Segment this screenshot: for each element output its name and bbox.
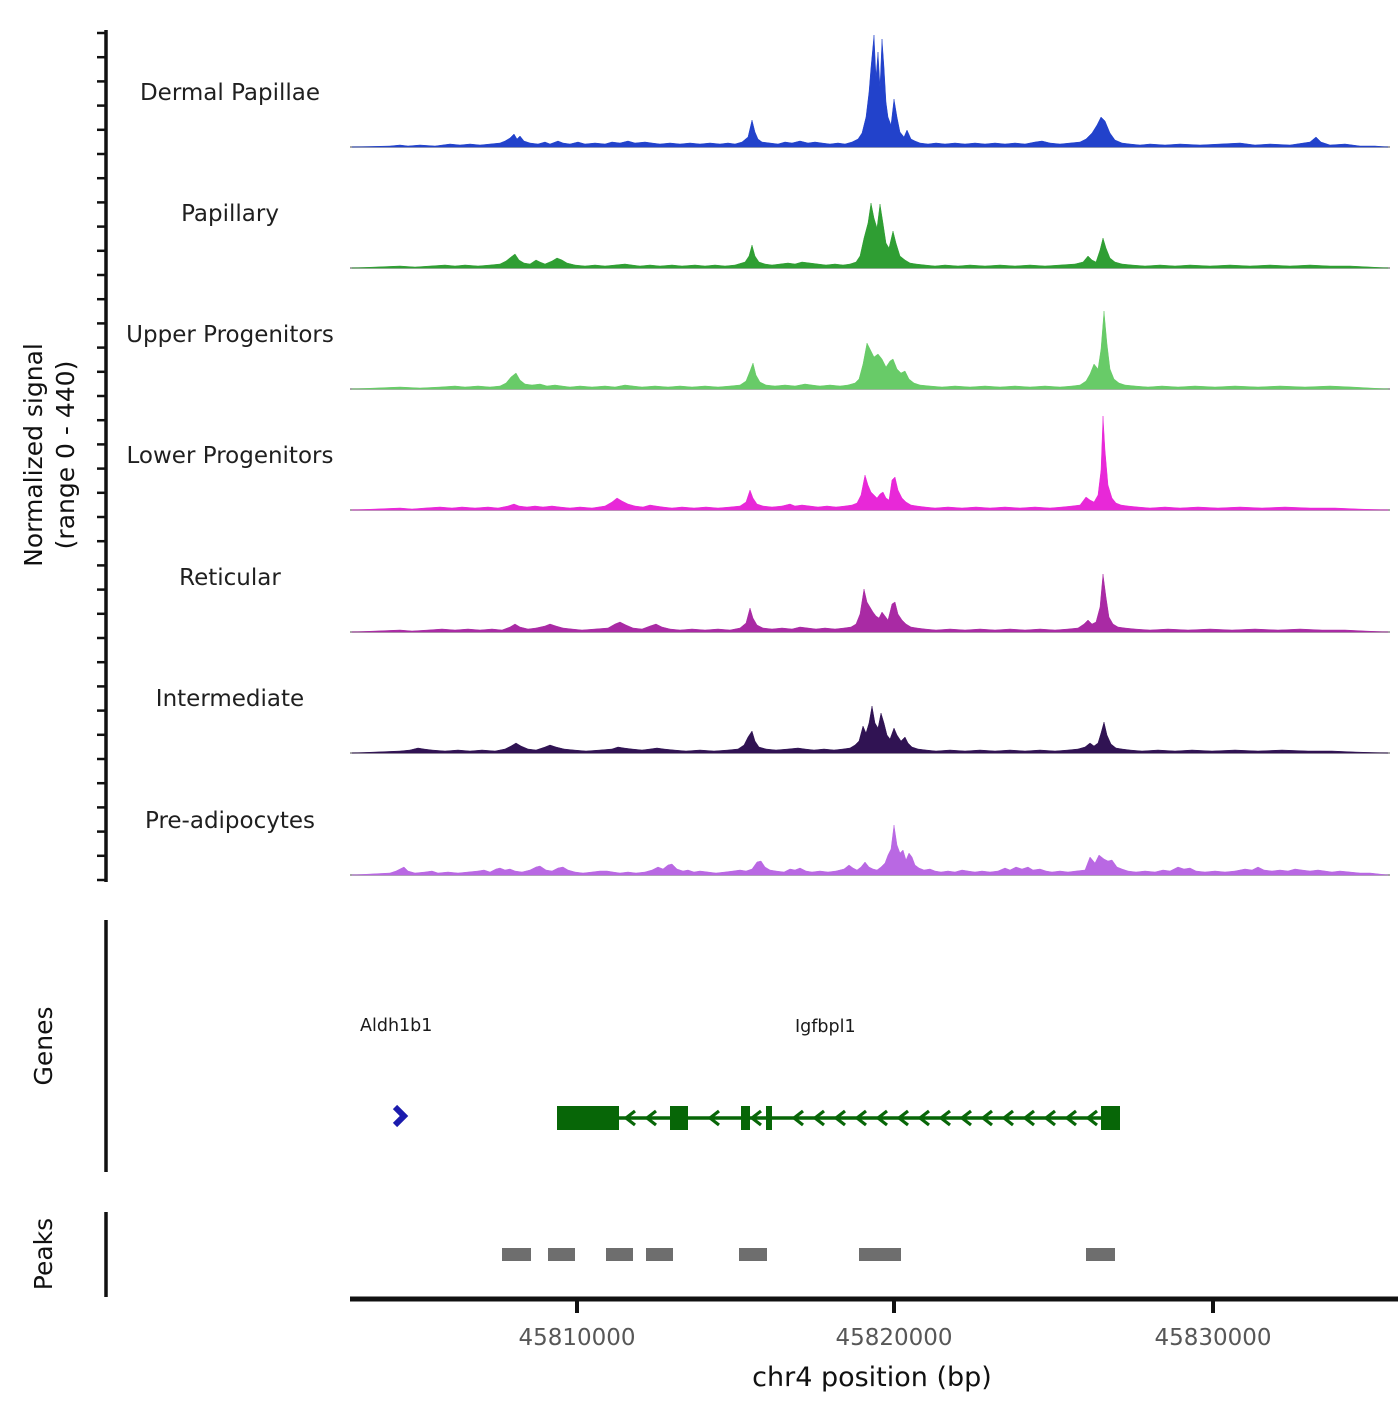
gene-exon [670,1106,688,1130]
track-signal-area [352,203,1388,268]
peak-interval [1086,1248,1115,1261]
track-dermal-papillae [140,35,1390,147]
track-upper-progenitors [126,311,1390,389]
track-signal-area [352,574,1388,632]
track-label: Intermediate [155,686,305,712]
track-signal-area [352,706,1388,753]
track-label: Dermal Papillae [139,80,321,106]
signal-axis-title-line1: Normalized signal [19,343,48,567]
peak-interval [859,1248,901,1261]
gene-exon [741,1106,750,1130]
signal-y-axis [97,30,106,882]
gene-name-label: Igfbpl1 [795,1017,856,1037]
gene-strand-arrow-right [395,1107,404,1125]
gene-name-label: Aldh1b1 [360,1016,433,1036]
genes-section-label: Genes [29,1006,58,1086]
track-label: Pre-adipocytes [144,808,316,834]
track-label: Upper Progenitors [126,322,334,348]
gene-exon [557,1106,619,1130]
track-label: Reticular [179,565,281,591]
x-axis-tick-label: 45810000 [518,1325,636,1351]
track-signal-area [352,35,1388,147]
track-label: Papillary [181,201,279,227]
coverage-tracks [126,35,1390,875]
peaks-section-label: Peaks [29,1217,58,1291]
x-axis-tick-label: 45820000 [835,1325,953,1351]
gene-exon [766,1106,772,1130]
track-intermediate [156,686,1390,753]
peak-interval [502,1248,531,1261]
gene-igfbpl1 [557,1017,1120,1130]
track-label: Lower Progenitors [126,443,334,469]
x-axis [350,1299,1398,1351]
track-papillary [181,201,1390,268]
track-lower-progenitors [127,416,1390,510]
peak-interval [739,1248,767,1261]
track-signal-area [352,416,1388,510]
gene-aldh1b1 [360,1016,432,1125]
genes-section [106,920,1120,1172]
peaks-section [106,1212,1115,1297]
gene-exon [1101,1106,1120,1130]
peak-interval [548,1248,575,1261]
track-signal-area [352,825,1388,875]
x-axis-tick-label: 45830000 [1154,1325,1272,1351]
peak-interval [606,1248,633,1261]
peak-interval [646,1248,673,1261]
track-reticular [179,565,1390,632]
x-axis-title: chr4 position (bp) [752,1362,992,1393]
track-signal-area [352,311,1388,389]
track-pre-adipocytes [145,808,1390,875]
signal-axis-title-line2: (range 0 - 440) [51,360,80,550]
